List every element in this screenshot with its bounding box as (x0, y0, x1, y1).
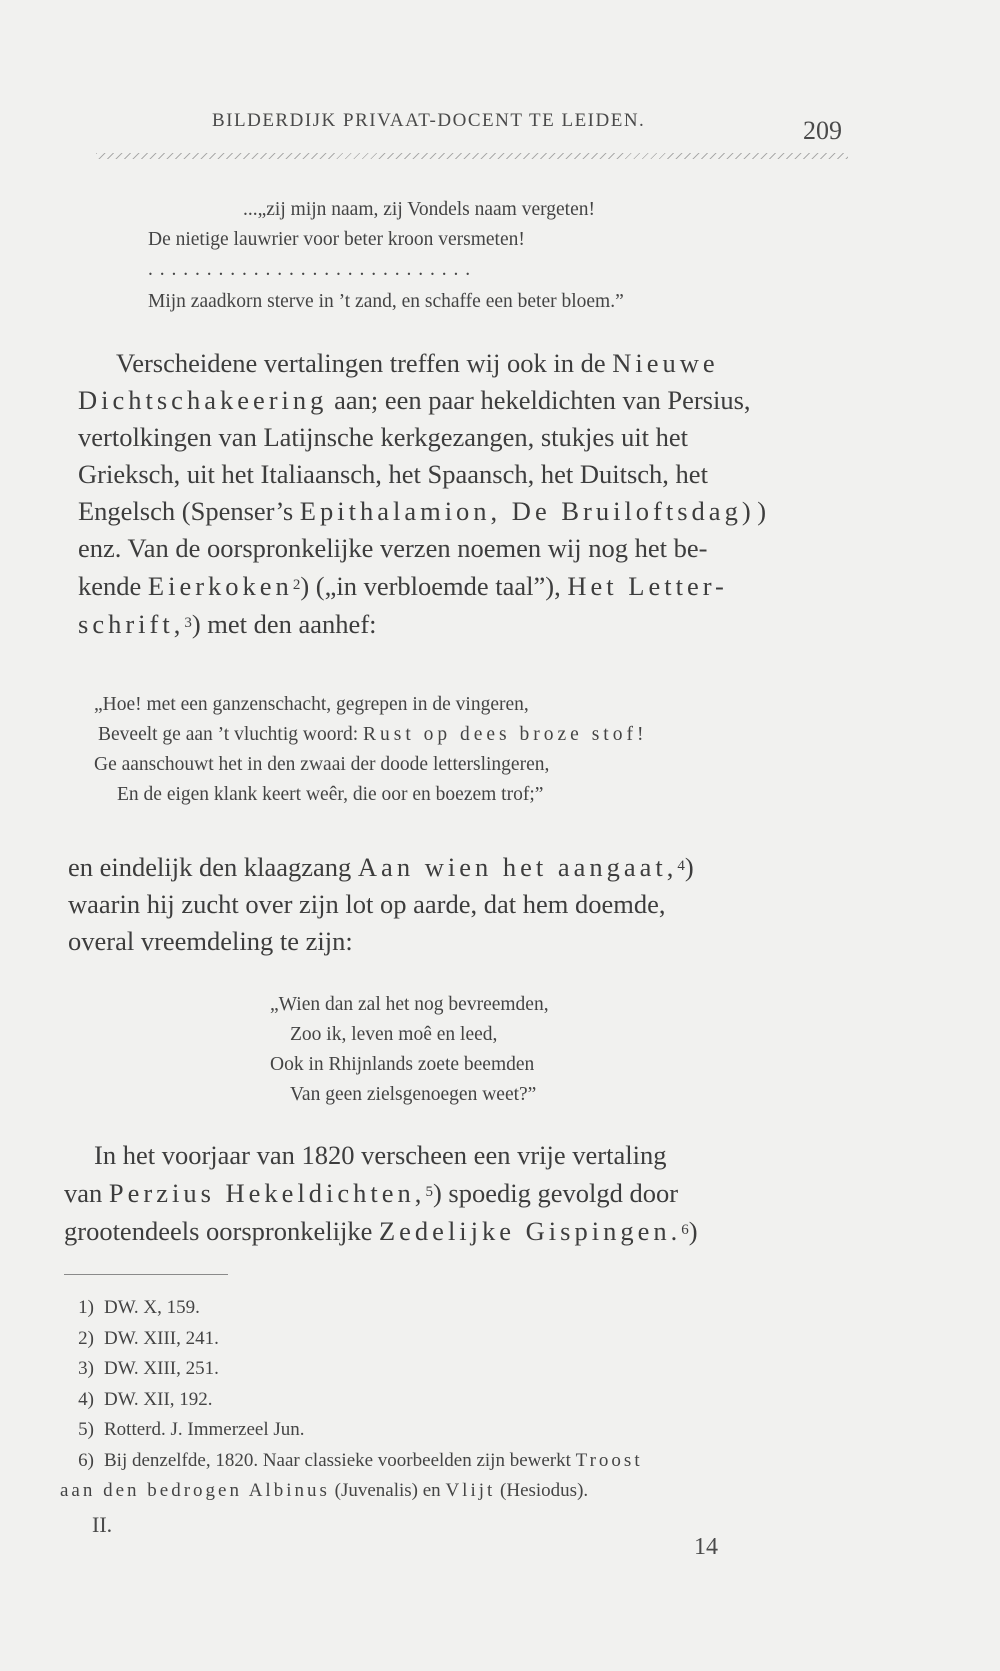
title-spaced: Eierkoken (147, 571, 293, 601)
verse-line: . . . . . . . . . . . . . . . . . . . . . . . . . . . . (148, 259, 472, 280)
sheet-number: 14 (694, 1534, 718, 1560)
text-line: Engelsch (Spenser’s Epithalamion, De Bruiloftsdag) ) (78, 496, 767, 526)
footnote-ref: 2 (292, 577, 301, 593)
verse-line: Zoo ik, leven moê en leed, (290, 1024, 498, 1045)
verse-line: Ge aanschouwt het in den zwaai der doode letterslingeren, (94, 754, 550, 775)
footnote-number: 3) (78, 1358, 94, 1379)
page-number: 209 (803, 116, 842, 145)
footnote-text: DW. XIII, 251. (104, 1358, 219, 1379)
verse-line: De nietige lauwrier voor beter kroon versmeten! (148, 229, 525, 250)
title-spaced: Nieuwe (612, 348, 719, 378)
paragraph-translations (78, 345, 766, 643)
title-spaced: Rust op dees broze stof! (362, 724, 648, 745)
footnote-number: 1) (78, 1297, 94, 1318)
footnotes (60, 1293, 643, 1507)
title-spaced: Troost (575, 1449, 643, 1471)
text-line: kende Eierkoken$^2$) („in verbloemde taal”), Het Letter- (78, 571, 728, 601)
text-line: vertolkingen van Latijnsche kerkgezangen, stukjes uit het (78, 422, 689, 452)
title-spaced: aan den bedrogen Albinus (60, 1480, 330, 1501)
verse-line: „Wien dan zal het nog bevreemden, (270, 994, 549, 1015)
footnote (64, 1354, 643, 1385)
footnote-number: 5) (78, 1419, 94, 1440)
footnote-text: DW. XIII, 241. (104, 1327, 219, 1349)
footnote-text: Rotterd. J. Immerzeel Jun. (104, 1419, 305, 1440)
footnote: 6) Bij denzelfde, 1820. Naar classieke voorbeelden zijn bewerkt Troost (64, 1446, 643, 1477)
text-line: van Perzius Hekeldichten,$^5$) spoedig gevolgd door (64, 1178, 679, 1208)
text-line: overal vreemdeling te zijn: (68, 926, 353, 956)
footnote-ref: 3 (184, 615, 192, 631)
footnote (64, 1324, 643, 1355)
signature-mark: II. (92, 1512, 113, 1537)
text-line: Dichtschakeering aan; een paar hekeldichten van Persius, (78, 385, 751, 415)
verse-line: ...„zij mijn naam, zij Vondels naam vergeten! (243, 199, 595, 220)
paragraph-klaagzang (68, 848, 694, 960)
title-spaced: Aan wien het aangaat, (357, 852, 678, 882)
footnote-rule (64, 1274, 228, 1275)
title-spaced: Het Letter- (567, 571, 728, 601)
title-spaced: Vlijt (445, 1480, 496, 1501)
text-line: Verscheidene vertalingen treffen wij ook in de Nieuwe (116, 348, 719, 378)
verse-line: Ook in Rhijnlands zoete beemden (270, 1054, 535, 1075)
text-line: grootendeels oorspronkelijke Zedelijke Gispingen.$^6$) (64, 1216, 698, 1246)
verse-quote-letterschrift (94, 690, 647, 810)
verse-line: „Hoe! met een ganzenschacht, gegrepen in de vingeren, (94, 694, 529, 715)
footnote-ref: 6 (681, 1222, 689, 1238)
text-line: enz. Van de oorspronkelijke verzen noemen wij nog het be- (78, 533, 708, 563)
title-spaced: Zedelijke Gispingen. (378, 1216, 682, 1246)
footnote-ref: 4 (677, 858, 685, 874)
verse-line: Van geen zielsgenoegen weet?” (290, 1084, 537, 1105)
footnote (64, 1415, 643, 1446)
header-rule (96, 153, 848, 159)
verse-quote-rhijnland (270, 990, 549, 1110)
title-spaced: schrift, (78, 609, 185, 639)
title-spaced: Epithalamion, De Bruiloftsdag (299, 496, 742, 526)
footnote-number: 4) (78, 1388, 94, 1410)
verse-line: Beveelt ge aan ’t vluchtig woord: Rust op dees broze stof! (98, 724, 648, 745)
footnote-continuation: aan den bedrogen Albinus (Juvenalis) en Vlijt (Hesiodus). (60, 1480, 589, 1501)
title-spaced: Perzius Hekeldichten, (108, 1178, 426, 1208)
text-line: en eindelijk den klaagzang Aan wien het aangaat,$^4$) (68, 852, 694, 882)
paragraph-perzius (64, 1137, 698, 1250)
text-line: Grieksch, uit het Italiaansch, het Spaansch, het Duitsch, het (78, 459, 708, 489)
title-spaced: Dichtschakeering (78, 385, 328, 415)
footnote-number: 6) (78, 1449, 94, 1471)
footnote (64, 1385, 643, 1416)
text-line: waarin hij zucht over zijn lot op aarde, dat hem doemde, (68, 889, 666, 919)
footnote-text: DW. X, 159. (104, 1297, 200, 1318)
text-line: In het voorjaar van 1820 verscheen een vrije vertaling (94, 1140, 667, 1170)
footnote-text: DW. XII, 192. (104, 1388, 213, 1410)
running-title: BILDERDIJK PRIVAAT-DOCENT TE LEIDEN. (212, 110, 646, 131)
verse-quote-vondel (148, 195, 624, 317)
footnote-ref: 5 (425, 1184, 433, 1200)
verse-line: Mijn zaadkorn sterve in ’t zand, en schaffe een beter bloem.” (148, 291, 624, 312)
footnote-number: 2) (78, 1327, 94, 1349)
verse-line: En de eigen klank keert weêr, die oor en boezem trof;” (117, 784, 544, 805)
text-line: schrift,$^3$) met den aanhef: (78, 609, 377, 639)
footnote (64, 1293, 643, 1324)
